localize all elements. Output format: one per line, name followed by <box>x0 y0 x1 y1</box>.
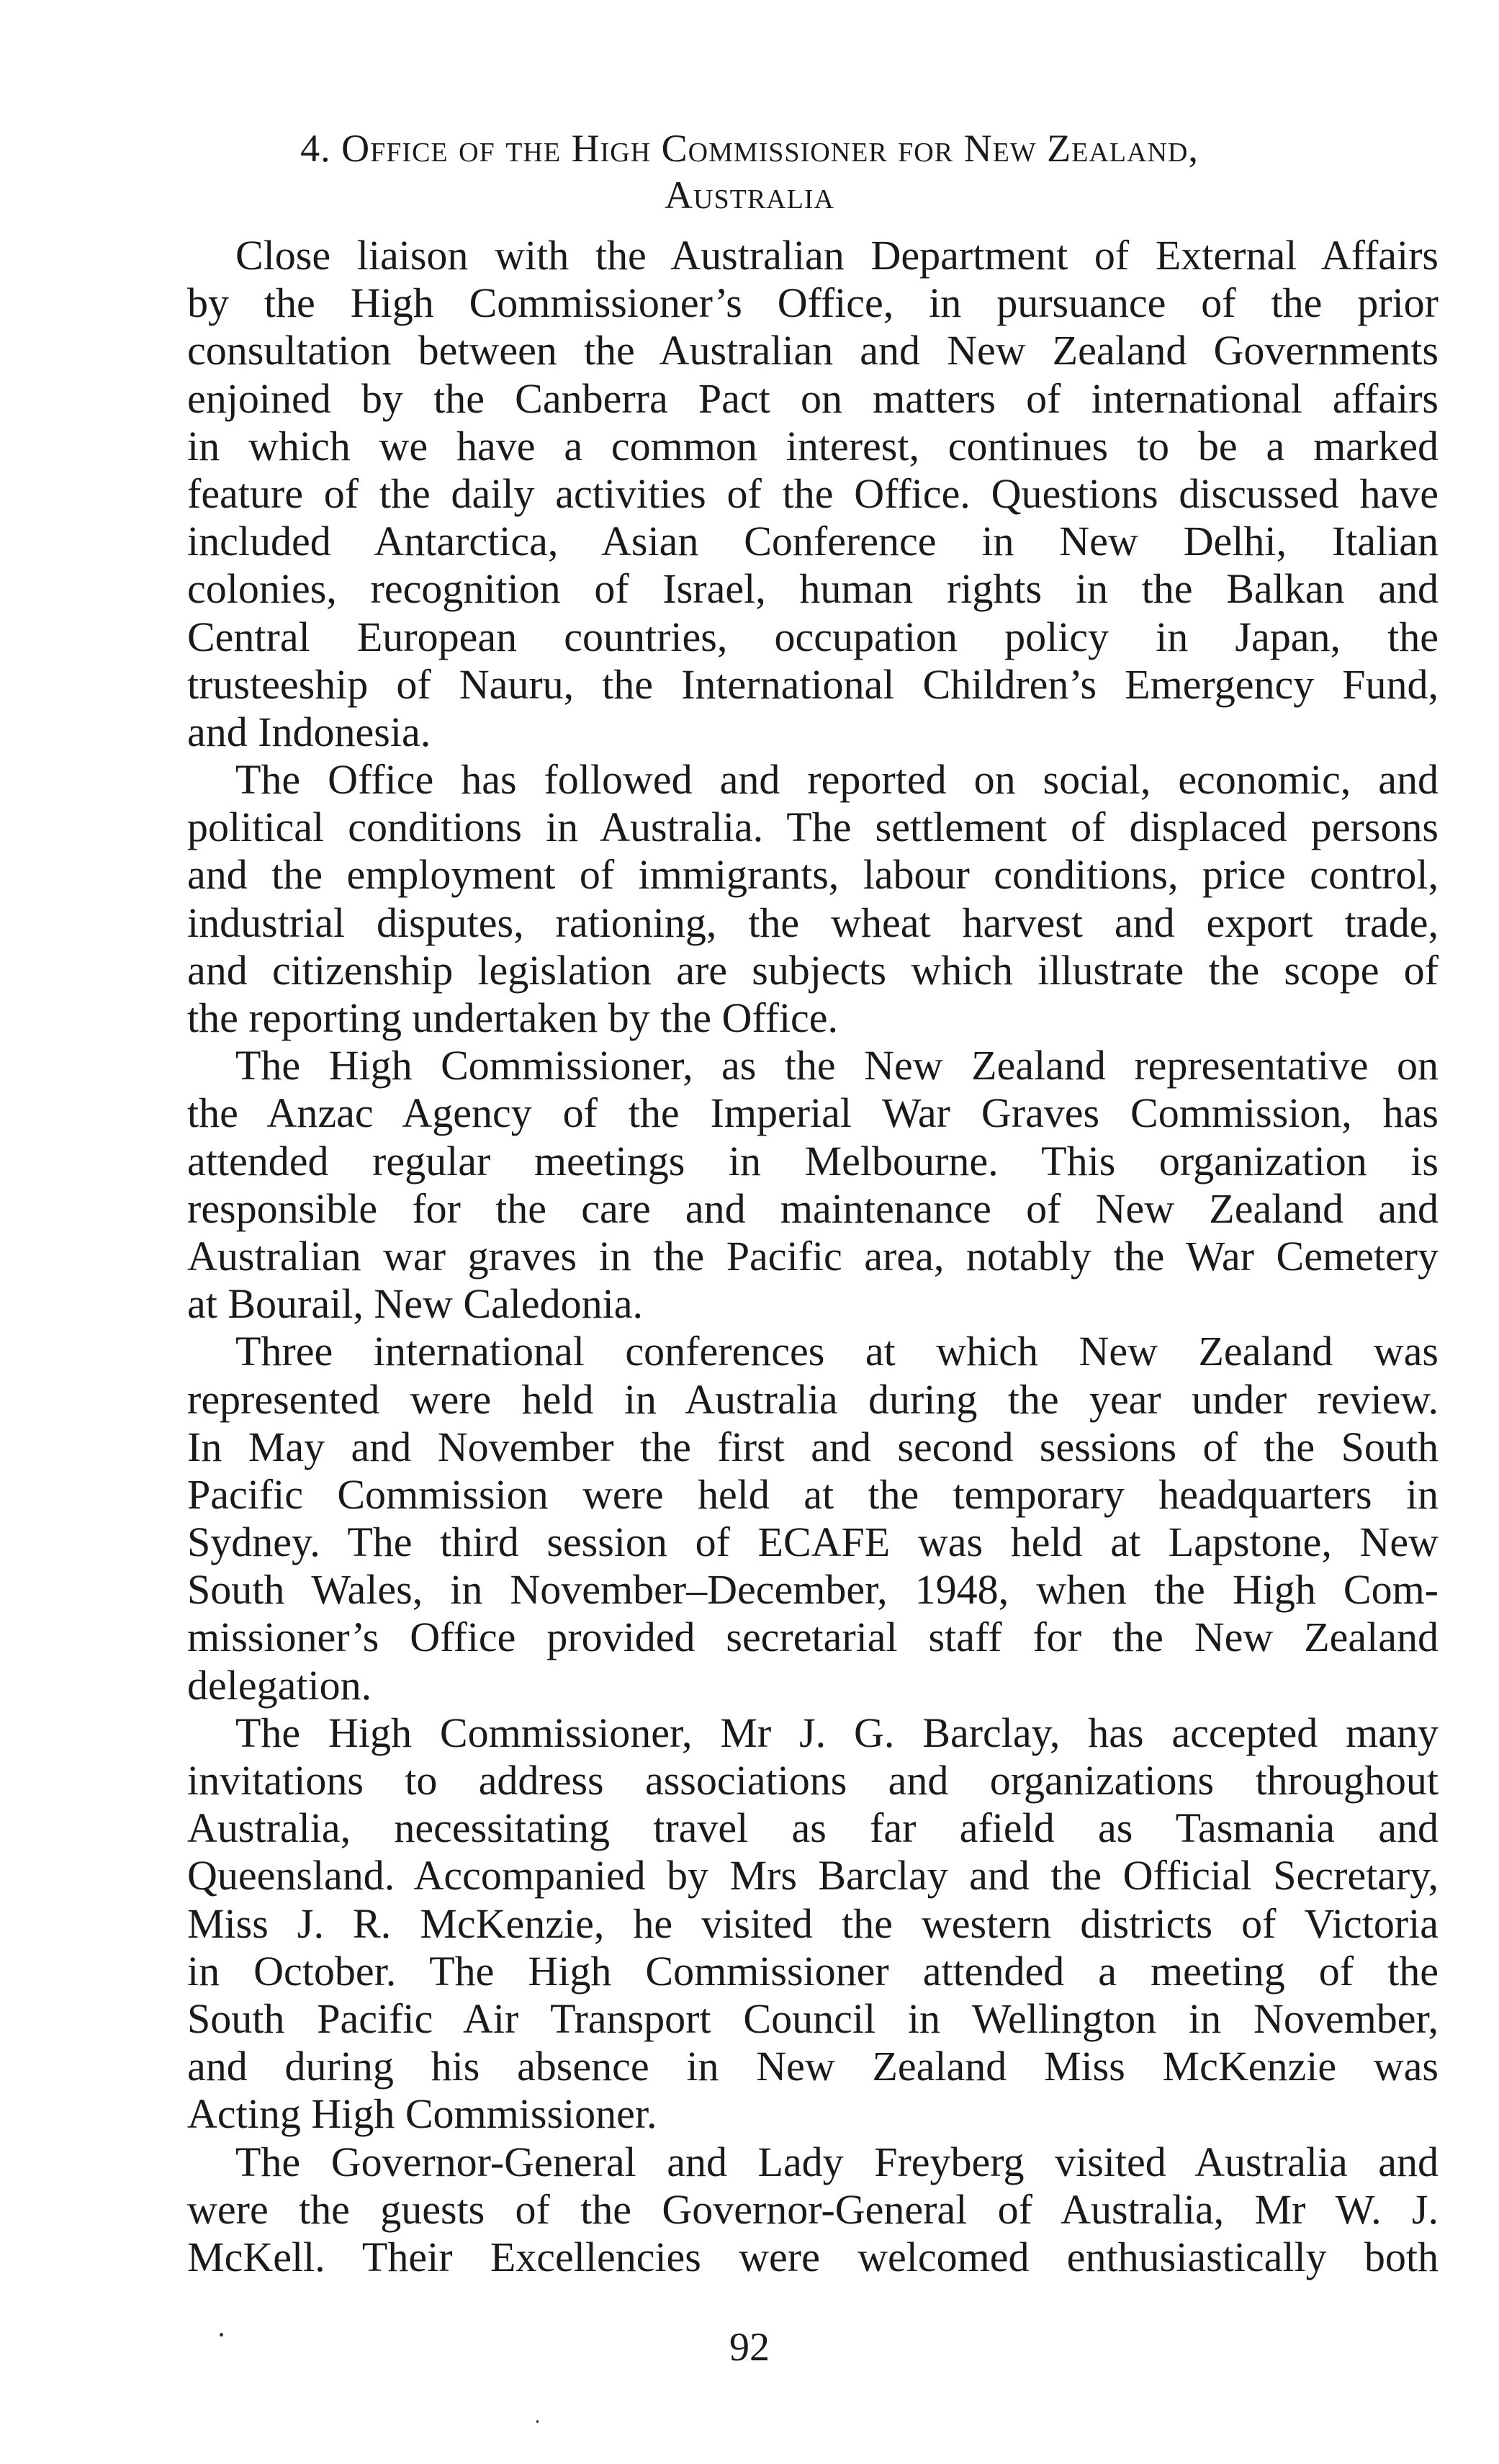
text-line: South Wales, in November–December, 1948, when the High Com- <box>187 1566 1439 1614</box>
text-line: The Office has followed and reported on social, economic, and <box>235 756 1439 804</box>
text-line: consultation between the Australian and New Zealand Governments <box>187 327 1439 374</box>
page-number: 92 <box>729 2325 770 2370</box>
text-line: Australia, necessitating travel as far afield as Tasmania and <box>187 1804 1439 1852</box>
text-line: at Bourail, New Caledonia. <box>187 1280 643 1328</box>
text-line: in October. The High Commissioner attended a meeting of the <box>187 1947 1439 1995</box>
text-line: and citizenship legislation are subjects which illustrate the scope of <box>187 946 1439 994</box>
paragraph <box>187 232 1439 756</box>
text-line: colonies, recognition of Israel, human rights in the Balkan and <box>187 565 1439 613</box>
paragraph <box>187 2139 1439 2282</box>
heading-line-2: Australia <box>665 174 834 217</box>
text-line: trusteeship of Nauru, the International Children’s Emergency Fund, <box>187 660 1439 708</box>
text-line: South Pacific Air Transport Council in Wellington in November, <box>187 1995 1439 2042</box>
text-line: Miss J. R. McKenzie, he visited the western districts of Victoria <box>187 1899 1439 1947</box>
text-line: In May and November the first and second sessions of the South <box>187 1423 1439 1470</box>
text-line: were the guests of the Governor-General of Australia, Mr W. J. <box>187 2185 1439 2233</box>
text-line: Acting High Commissioner. <box>187 2090 657 2138</box>
text-line: and Indonesia. <box>187 708 431 755</box>
text-line: in which we have a common interest, continues to be a marked <box>187 422 1439 469</box>
text-line: feature of the daily activities of the Office. Questions discussed have <box>187 469 1439 517</box>
heading-line-1: 4. Office of the High Commissioner for New Zealand, <box>300 127 1199 170</box>
body-text <box>187 232 1439 2281</box>
text-line: The High Commissioner, Mr J. G. Barclay, has accepted many <box>235 1709 1439 1756</box>
paragraph <box>187 1042 1439 1328</box>
text-line: McKell. Their Excellencies were welcomed enthusiastically both <box>187 2233 1439 2280</box>
text-line: Three international conferences at which New Zealand was <box>235 1328 1439 1375</box>
text-line: Central European countries, occupation policy in Japan, the <box>187 613 1439 660</box>
text-line: Pacific Commission were held at the temporary headquarters in <box>187 1470 1439 1518</box>
text-line: industrial disputes, rationing, the wheat harvest and export trade, <box>187 899 1439 946</box>
scan-speck <box>220 2333 223 2337</box>
text-line: attended regular meetings in Melbourne. This organization is <box>187 1137 1439 1184</box>
text-line: Sydney. The third session of ECAFE was held at Lapstone, New <box>187 1519 1439 1566</box>
text-line: enjoined by the Canberra Pact on matters of international affairs <box>187 374 1439 422</box>
scan-speck <box>536 2420 539 2423</box>
text-line: Queensland. Accompanied by Mrs Barclay and the Official Secretary, <box>187 1852 1439 1899</box>
text-line: the reporting undertaken by the Office. <box>187 994 839 1041</box>
text-line: by the High Commissioner’s Office, in pursuance of the prior <box>187 279 1439 327</box>
text-line: responsible for the care and maintenance of New Zealand and <box>187 1184 1439 1232</box>
text-line: included Antarctica, Asian Conference in New Delhi, Italian <box>187 518 1439 565</box>
text-line: delegation. <box>187 1661 372 1709</box>
paragraph <box>187 1709 1439 2139</box>
paragraph <box>187 756 1439 1042</box>
text-line: Close liaison with the Australian Department of External Affairs <box>235 232 1439 279</box>
text-line: Australian war graves in the Pacific area, notably the War Cemetery <box>187 1232 1439 1280</box>
text-line: invitations to address associations and organizations throughout <box>187 1757 1439 1804</box>
text-line: The Governor-General and Lady Freyberg visited Australia and <box>235 2138 1439 2185</box>
text-line: and during his absence in New Zealand Miss McKenzie was <box>187 2043 1439 2090</box>
text-line: political conditions in Australia. The settlement of displaced persons <box>187 804 1439 851</box>
text-line: The High Commissioner, as the New Zealand representative on <box>235 1042 1439 1089</box>
paragraph <box>187 1328 1439 1709</box>
text-line: the Anzac Agency of the Imperial War Graves Commission, has <box>187 1089 1439 1137</box>
text-line: represented were held in Australia during the year under review. <box>187 1375 1439 1423</box>
text-line: and the employment of immigrants, labour conditions, price control, <box>187 851 1439 899</box>
text-line: missioner’s Office provided secretarial staff for the New Zealand <box>187 1614 1439 1661</box>
